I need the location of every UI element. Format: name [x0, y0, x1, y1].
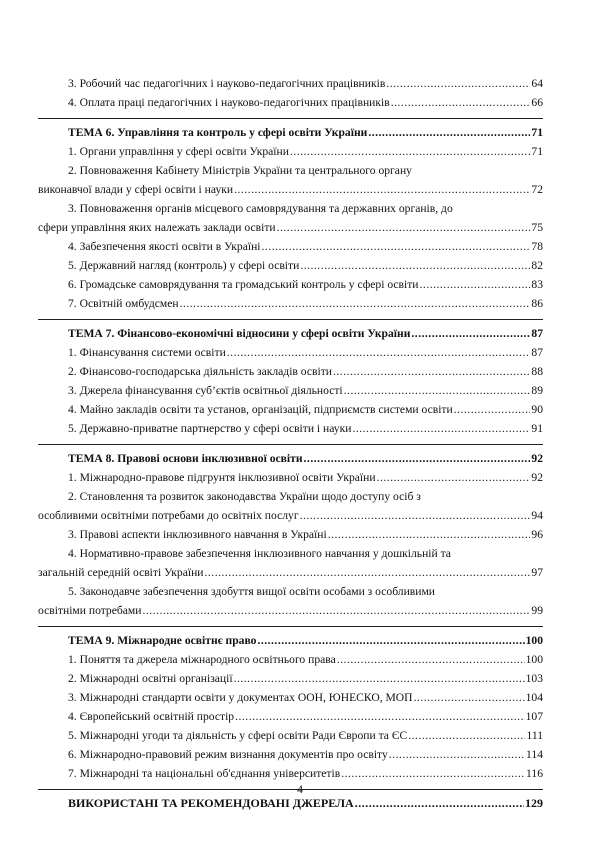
toc-entry-page: 88	[531, 365, 543, 378]
dot-leader	[290, 142, 530, 161]
toc-sources-page: 129	[525, 796, 543, 810]
toc-entry-text-line1: 5. Законодавче забезпечення здобуття вищої освіти особами з особливими	[68, 585, 436, 598]
toc-section-theme-8	[38, 444, 543, 620]
toc-section-theme-6	[38, 118, 543, 313]
page-number: 4	[297, 782, 303, 796]
toc-entry	[38, 74, 543, 93]
dot-leader	[257, 631, 524, 650]
toc-entry-page: 87	[531, 346, 543, 359]
toc-entry-page: 96	[531, 528, 543, 541]
toc-theme-heading	[38, 324, 543, 343]
dot-leader	[227, 343, 531, 362]
toc-entry	[38, 256, 543, 275]
toc-entry	[38, 180, 543, 199]
toc-section-theme-7	[38, 319, 543, 438]
toc-entry-text: 4. Оплата праці педагогічних і науково-педагогічних працівників	[68, 96, 390, 109]
toc-theme-page: 71	[531, 126, 543, 139]
toc-theme-page: 87	[531, 327, 543, 340]
toc-theme-page: 100	[525, 634, 543, 647]
toc-entry-text: 6. Громадське самоврядування та громадський контроль у сфері освіти	[68, 278, 419, 291]
toc-entry-text-line1: 2. Повноваження Кабінету Міністрів України та центрального органу	[68, 164, 412, 177]
toc-entry-page: 114	[526, 748, 543, 761]
toc-entry-page: 90	[531, 403, 543, 416]
toc-entry-text-line1: 3. Повноваження органів місцевого самоврядування та державних органів, до	[68, 202, 453, 215]
toc-entry-text: 1. Міжнародно-правове підгрунтя інклюзивної освіти України	[68, 471, 376, 484]
toc-theme-title: ТЕМА 8. Правові основи інклюзивної освіти	[68, 452, 303, 465]
dot-leader	[142, 601, 530, 620]
toc-entry	[38, 343, 543, 362]
dot-leader	[391, 93, 531, 112]
toc-theme-heading	[38, 631, 543, 650]
toc-entry-text: сфери управління яких належать заклади освіти	[38, 221, 276, 234]
dot-leader	[341, 764, 525, 783]
toc-theme-title: ТЕМА 6. Управління та контроль у сфері освіти України	[68, 126, 368, 139]
toc-entry-page: 71	[531, 145, 543, 158]
toc-entry	[38, 726, 543, 745]
dot-leader	[420, 275, 531, 294]
dot-leader	[277, 218, 531, 237]
dot-leader	[205, 563, 531, 582]
toc-entry	[38, 506, 543, 525]
toc-entry	[38, 707, 543, 726]
toc-entry	[38, 218, 543, 237]
toc-entry-page: 86	[531, 297, 543, 310]
toc-theme-title: ТЕМА 7. Фінансово-економічні відносини у сфері освіти України	[68, 327, 411, 340]
toc-entry	[38, 381, 543, 400]
dot-leader	[300, 506, 531, 525]
dot-leader	[408, 726, 525, 745]
toc-entry	[38, 601, 543, 620]
toc-entry-text: виконавчої влади у сфері освіти і науки	[38, 183, 234, 196]
toc-entry-text: особливими освітніми потребами до освітніх послуг	[38, 509, 299, 522]
toc-theme-heading	[38, 123, 543, 142]
toc-entry	[38, 669, 543, 688]
dot-leader	[262, 237, 531, 256]
toc-entry	[38, 237, 543, 256]
dot-leader	[300, 256, 530, 275]
toc-entry-text: 3. Міжнародні стандарти освіти у документах ООН, ЮНЕСКО, МОП	[68, 691, 413, 704]
dot-leader	[389, 745, 525, 764]
toc-entry-page: 111	[526, 729, 543, 742]
toc-entry	[38, 400, 543, 419]
toc-entry-page: 92	[531, 471, 543, 484]
toc-entry-page: 107	[525, 710, 543, 723]
toc-entry	[38, 688, 543, 707]
toc-entry-text: 5. Державний нагляд (контроль) у сфері освіти	[68, 259, 300, 272]
dot-leader	[235, 707, 525, 726]
toc-entry	[38, 764, 543, 783]
toc-entry-text: 7. Освітній омбудсмен	[68, 297, 179, 310]
toc-entry-page: 94	[531, 509, 543, 522]
toc-entry-text-line1: 2. Становлення та розвиток законодавства України щодо доступу осіб з	[68, 490, 421, 503]
toc-entry-page: 64	[531, 77, 543, 90]
toc-entry	[38, 362, 543, 381]
toc-entry-text: 7. Міжнародні та національні об'єднання університетів	[68, 767, 341, 780]
toc-entry-text: 2. Міжнародні освітні організації	[68, 672, 233, 685]
toc-entry-page: 72	[531, 183, 543, 196]
toc-entry-page: 82	[531, 259, 543, 272]
dot-leader	[454, 400, 531, 419]
toc-entry	[38, 468, 543, 487]
dot-leader	[333, 362, 530, 381]
toc-entry-text: 4. Забезпечення якості освіти в Україні	[68, 240, 261, 253]
dot-leader	[344, 381, 531, 400]
toc-entry-page: 66	[531, 96, 543, 109]
toc-theme-heading	[38, 449, 543, 468]
toc-entry-text: 1. Поняття та джерела міжнародного освітнього права	[68, 653, 336, 666]
toc-entry-page: 103	[525, 672, 543, 685]
toc-entry-text: 1. Фінансування системи освіти	[68, 346, 226, 359]
dot-leader	[368, 123, 530, 142]
dot-leader	[234, 180, 530, 199]
toc-entry-page: 104	[525, 691, 543, 704]
toc-entry-page: 83	[531, 278, 543, 291]
toc-entry-page: 116	[526, 767, 543, 780]
toc-entry-text: освітніми потребами	[38, 604, 142, 617]
toc-entry-page: 78	[531, 240, 543, 253]
toc-entry-text: 3. Джерела фінансування суб’єктів освітньої діяльності	[68, 384, 343, 397]
toc-theme-page: 92	[531, 452, 543, 465]
toc-entry	[38, 142, 543, 161]
toc-entry	[38, 525, 543, 544]
toc-entry-text: 3. Правові аспекти інклюзивного навчання в Україні	[68, 528, 327, 541]
dot-leader	[234, 669, 525, 688]
toc-entry-page: 91	[531, 422, 543, 435]
toc-entry-page: 97	[531, 566, 543, 579]
toc-sources-title: ВИКОРИСТАНІ ТА РЕКОМЕНДОВАНІ ДЖЕРЕЛА	[68, 796, 354, 810]
dot-leader	[411, 324, 530, 343]
toc-entry	[38, 650, 543, 669]
toc-entry-page: 89	[531, 384, 543, 397]
toc-section-theme-9	[38, 626, 543, 783]
toc-entry-text: 6. Міжнародно-правовий режим визнання документів про освіту	[68, 748, 388, 761]
toc-entry-text: загальній середній освіті України	[38, 566, 204, 579]
dot-leader	[328, 525, 531, 544]
toc-entry-text: 5. Державно-приватне партнерство у сфері освіти і науки	[68, 422, 352, 435]
dot-leader	[337, 650, 525, 669]
toc-entry-text: 2. Фінансово-господарська діяльність закладів освіти	[68, 365, 332, 378]
dot-leader	[377, 468, 531, 487]
toc-entry	[38, 93, 543, 112]
toc-entry	[38, 294, 543, 313]
toc-entry	[38, 419, 543, 438]
dot-leader	[414, 688, 525, 707]
toc-entry-text: 4. Майно закладів освіти та установ, організацій, підприємств системи освіти	[68, 403, 453, 416]
toc-entry-page: 75	[531, 221, 543, 234]
toc-entry-page: 100	[525, 653, 543, 666]
dot-leader	[352, 419, 530, 438]
toc-entry-text: 5. Міжнародні угоди та діяльність у сфері освіти Ради Європи та ЄС	[68, 729, 408, 742]
toc-entry-text: 1. Органи управління у сфері освіти України	[68, 145, 289, 158]
toc-entry-page: 99	[531, 604, 543, 617]
table-of-contents	[38, 74, 543, 813]
toc-entry-text: 4. Європейський освітній простір	[68, 710, 235, 723]
toc-entry	[38, 745, 543, 764]
toc-entry-text: 3. Робочий час педагогічних і науково-педагогічних працівників	[68, 77, 386, 90]
toc-entry	[38, 563, 543, 582]
toc-theme-title: ТЕМА 9. Міжнародне освітнє право	[68, 634, 257, 647]
dot-leader	[180, 294, 531, 313]
dot-leader	[386, 74, 530, 93]
dot-leader	[304, 449, 531, 468]
toc-entry-text-line1: 4. Нормативно-правове забезпечення інклюзивного навчання у дошкільній та	[68, 547, 451, 560]
toc-entry	[38, 275, 543, 294]
